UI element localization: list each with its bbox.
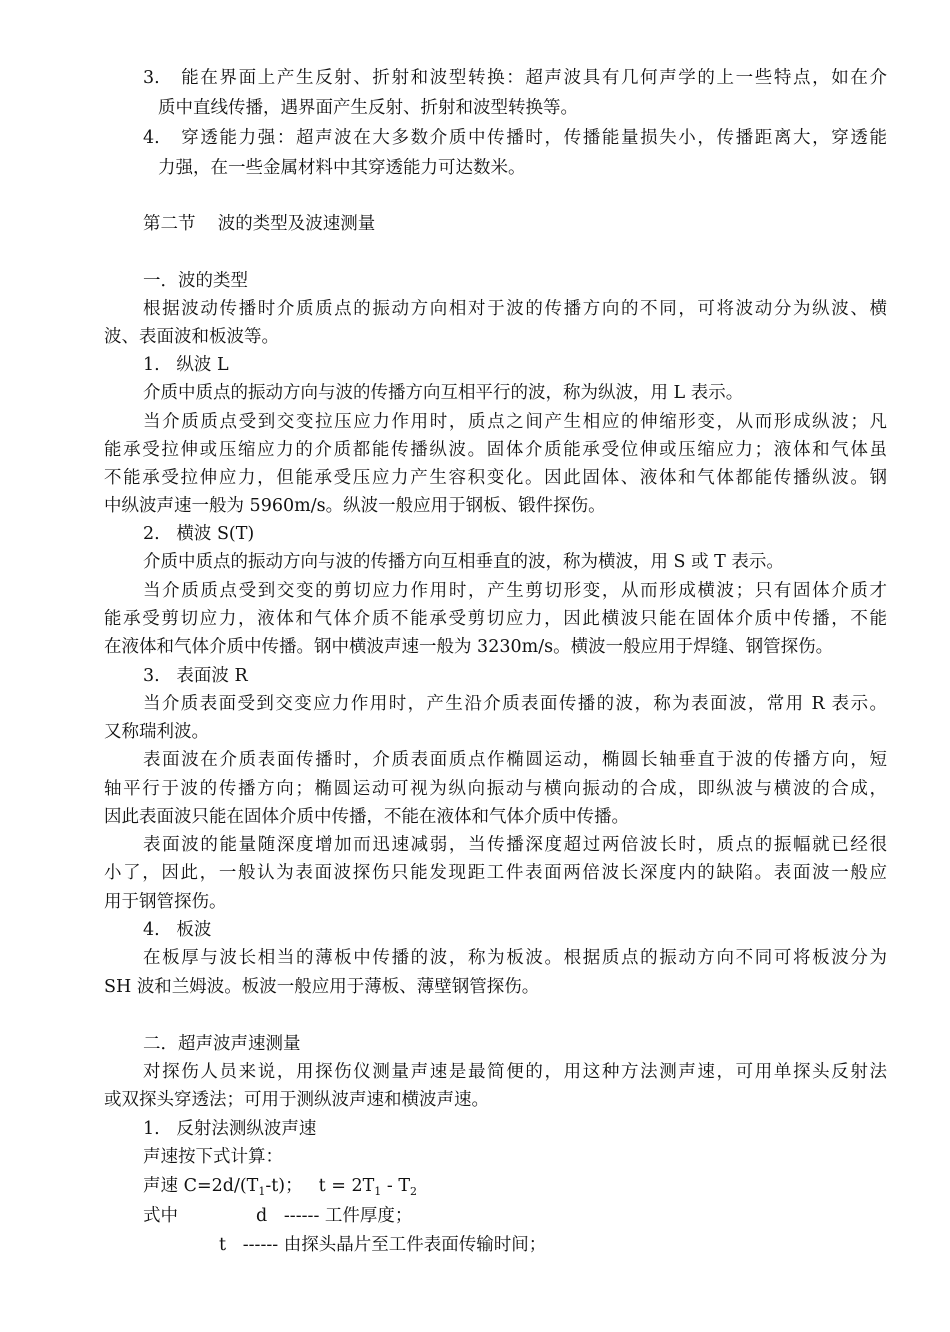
paragraph-line: 声速按下式计算： — [143, 1147, 283, 1167]
paragraph-line: 中纵波声速一般为 5960m/s。纵波一般应用于钢板、锻件探伤。 — [104, 496, 606, 516]
formula-t-middle: - T — [381, 1176, 410, 1196]
paragraph-line: 对探伤人员来说，用探伤仪测量声速是最简便的，用这种方法测声速，可用单探头反射法 — [143, 1062, 887, 1082]
subsection-1-heading: 一．波的类型 — [143, 271, 248, 291]
paragraph-line: 介质中质点的振动方向与波的传播方向互相平行的波，称为纵波，用 L 表示。 — [143, 383, 744, 403]
paragraph-line: 根据波动传播时介质质点的振动方向相对于波的传播方向的不同，可将波动分为纵波、横 — [143, 299, 887, 319]
paragraph-line: 不能承受拉伸应力，但能承受压应力产生容积变化。因此固体、液体和气体都能传播纵波。钢 — [104, 468, 887, 488]
paragraph-line: 用于钢管探伤。 — [104, 892, 227, 912]
subscript: 1 — [374, 1185, 382, 1198]
transverse-heading: 2. 横波 S(T) — [143, 524, 255, 544]
paragraph-line: 在板厚与波长相当的薄板中传播的波，称为板波。根据质点的振动方向不同可将板波分为 — [143, 948, 887, 968]
paragraph-line: 轴平行于波的传播方向；椭圆运动可视为纵向振动与横向振动的合成，即纵波与横波的合成， — [104, 779, 887, 799]
variable-d-definition: d ------ 工件厚度； — [256, 1206, 413, 1226]
paragraph-line: 表面波的能量随深度增加而迅速减弱，当传播深度超过两倍波长时，质点的振幅就已经很 — [143, 835, 887, 855]
variable-label-where: 式中 — [143, 1206, 178, 1226]
section-heading: 第二节 波的类型及波速测量 — [143, 214, 376, 234]
paragraph-line: 能承受拉伸或压缩应力的介质都能传播纵波。固体介质能承受位伸或压缩应力；液体和气体虽 — [104, 440, 887, 460]
list-item-4-line-1: 4. 穿透能力强：超声波在大多数介质中传播时，传播能量损失小，传播距离大，穿透能 — [143, 128, 887, 148]
paragraph-line: 在液体和气体介质中传播。钢中横波声速一般为 3230m/s。横波一般应用于焊缝、钢管探伤。 — [104, 637, 834, 657]
paragraph-line: 小了，因此，一般认为表面波探伤只能发现距工件表面两倍波长深度内的缺陷。表面波一般应 — [104, 863, 887, 883]
paragraph-line: 或双探头穿透法；可用于测纵波声速和横波声速。 — [104, 1090, 489, 1110]
reflection-heading: 1. 反射法测纵波声速 — [143, 1119, 317, 1139]
subscript: 1 — [258, 1185, 266, 1198]
paragraph-line: 又称瑞利波。 — [104, 722, 209, 742]
list-item-3-line-2: 质中直线传播，遇界面产生反射、折射和波型转换等。 — [158, 98, 578, 118]
plate-heading: 4. 板波 — [143, 920, 212, 940]
paragraph-line: SH 波和兰姆波。板波一般应用于薄板、薄壁钢管探伤。 — [104, 977, 540, 997]
formula-t-prefix: t = 2T — [318, 1176, 375, 1196]
formula-velocity-suffix: -t)； — [265, 1176, 303, 1196]
formula-line — [143, 1172, 417, 1200]
paragraph-line: 波、表面波和板波等。 — [104, 327, 279, 347]
variable-t-definition: t ------ 由探头晶片至工件表面传输时间； — [219, 1235, 547, 1255]
paragraph-line: 当介质质点受到交变的剪切应力作用时，产生剪切形变，从而形成横波；只有固体介质才 — [143, 581, 887, 601]
paragraph-line: 当介质质点受到交变拉压应力作用时，质点之间产生相应的伸缩形变，从而形成纵波；凡 — [143, 412, 887, 432]
subsection-2-heading: 二．超声波声速测量 — [143, 1034, 301, 1054]
paragraph-line: 因此表面波只能在固体介质中传播，不能在液体和气体介质中传播。 — [104, 807, 629, 827]
subscript: 2 — [410, 1185, 417, 1198]
surface-heading: 3. 表面波 R — [143, 666, 248, 686]
paragraph-line: 当介质表面受到交变应力作用时，产生沿介质表面传播的波，称为表面波，常用 R 表示。 — [143, 694, 887, 714]
formula-velocity-prefix: 声速 C=2d/(T — [143, 1176, 259, 1196]
longitudinal-heading: 1. 纵波 L — [143, 355, 229, 375]
paragraph-line: 表面波在介质表面传播时，介质表面质点作椭圆运动，椭圆长轴垂直于波的传播方向，短 — [143, 750, 887, 770]
list-item-4-line-2: 力强，在一些金属材料中其穿透能力可达数米。 — [158, 158, 526, 178]
list-item-3-line-1: 3. 能在界面上产生反射、折射和波型转换：超声波具有几何声学的上一些特点，如在介 — [143, 68, 887, 88]
paragraph-line: 介质中质点的振动方向与波的传播方向互相垂直的波，称为横波，用 S 或 T 表示。 — [143, 552, 784, 572]
paragraph-line: 能承受剪切应力，液体和气体介质不能承受剪切应力，因此横波只能在固体介质中传播，不能 — [104, 609, 887, 629]
